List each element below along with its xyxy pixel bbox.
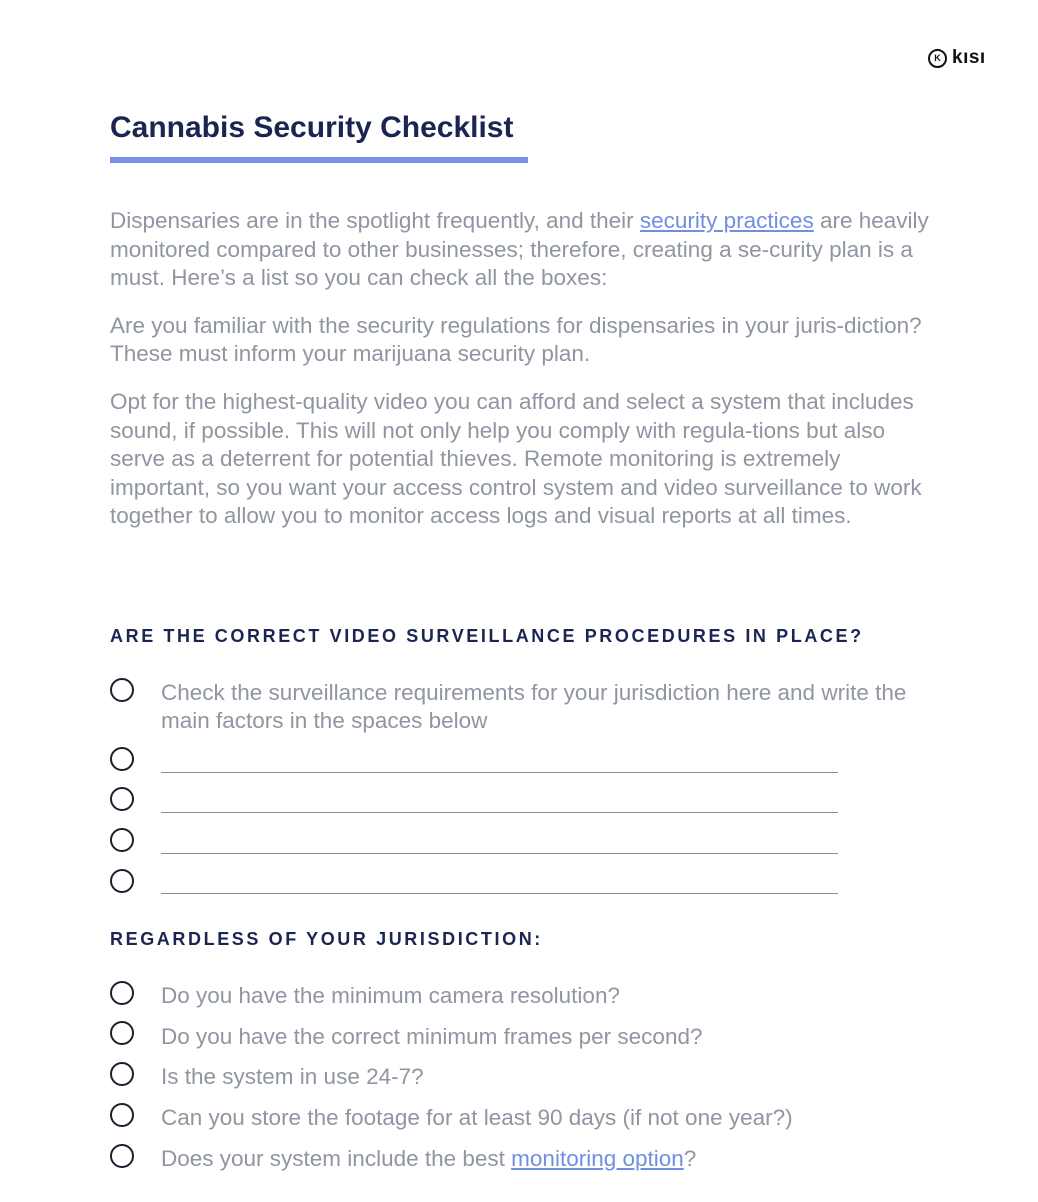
kisi-logo-mark-icon: K: [928, 49, 947, 68]
checkbox-circle[interactable]: [110, 828, 134, 852]
checkbox-circle[interactable]: [110, 1144, 134, 1168]
checklist-item-text: Do you have the minimum camera resolution?: [161, 983, 620, 1008]
page-title: Cannabis Security Checklist: [110, 111, 514, 144]
checklist-item-text: Do you have the correct minimum frames per second?: [161, 1024, 703, 1049]
intro-paragraph-1: [110, 207, 932, 293]
intro-p1-after: are heavily monitored compared to other businesses; therefore, creating a se-curity plan is a must. Here’s a list so you can check all the boxes:: [110, 208, 929, 291]
checkbox-circle[interactable]: [110, 747, 134, 771]
intro-p1-before: Dispensaries are in the spotlight frequently, and their: [110, 208, 640, 233]
security-practices-link[interactable]: security practices: [639, 208, 814, 233]
monitoring-option-link[interactable]: monitoring option: [511, 1146, 684, 1171]
title-underline: [110, 157, 528, 163]
checkbox-circle[interactable]: [110, 1103, 134, 1127]
checkbox-circle[interactable]: [110, 1021, 134, 1045]
section-heading-video-surveillance: ARE THE CORRECT VIDEO SURVEILLANCE PROCEDURES IN PLACE?: [110, 626, 864, 646]
intro-paragraph-3: Opt for the highest-quality video you can afford and select a system that includes sound, if possible. This will not only help you comply with regula-tions but also serve as a deterrent for potential thieves. Remote monitoring is extremely important, so you want your access control system and video surveillance to work together to allow you to monitor access logs and visual reports at all times.: [110, 388, 922, 529]
checklist-item-text: Check the surveillance requirements for your jurisdiction here and write the main factors in the spaces below: [161, 680, 907, 733]
write-in-line[interactable]: [161, 772, 838, 773]
write-in-line[interactable]: [161, 812, 838, 813]
section-heading-jurisdiction: REGARDLESS OF YOUR JURISDICTION:: [110, 929, 543, 949]
kisi-logo-text: kısı: [952, 47, 986, 68]
checkbox-circle[interactable]: [110, 1062, 134, 1086]
checkbox-circle[interactable]: [110, 869, 134, 893]
item-text-after: ?: [683, 1146, 697, 1171]
intro-text: [110, 207, 932, 550]
intro-paragraph-2: Are you familiar with the security regulations for dispensaries in your juris-diction? These must inform your marijuana security plan.: [110, 312, 922, 367]
checkbox-circle[interactable]: [110, 787, 134, 811]
item-text-before: Does your system include the best: [161, 1146, 512, 1171]
write-in-line[interactable]: [161, 853, 838, 854]
write-in-line[interactable]: [161, 893, 838, 894]
checkbox-circle[interactable]: [110, 981, 134, 1005]
kisi-logo: [928, 47, 986, 69]
checklist-item-text: Can you store the footage for at least 90 days (if not one year?): [161, 1105, 793, 1130]
checklist-item-text: [161, 1145, 921, 1173]
checkbox-circle[interactable]: [110, 678, 134, 702]
checklist-item-text: Is the system in use 24-7?: [161, 1064, 424, 1089]
